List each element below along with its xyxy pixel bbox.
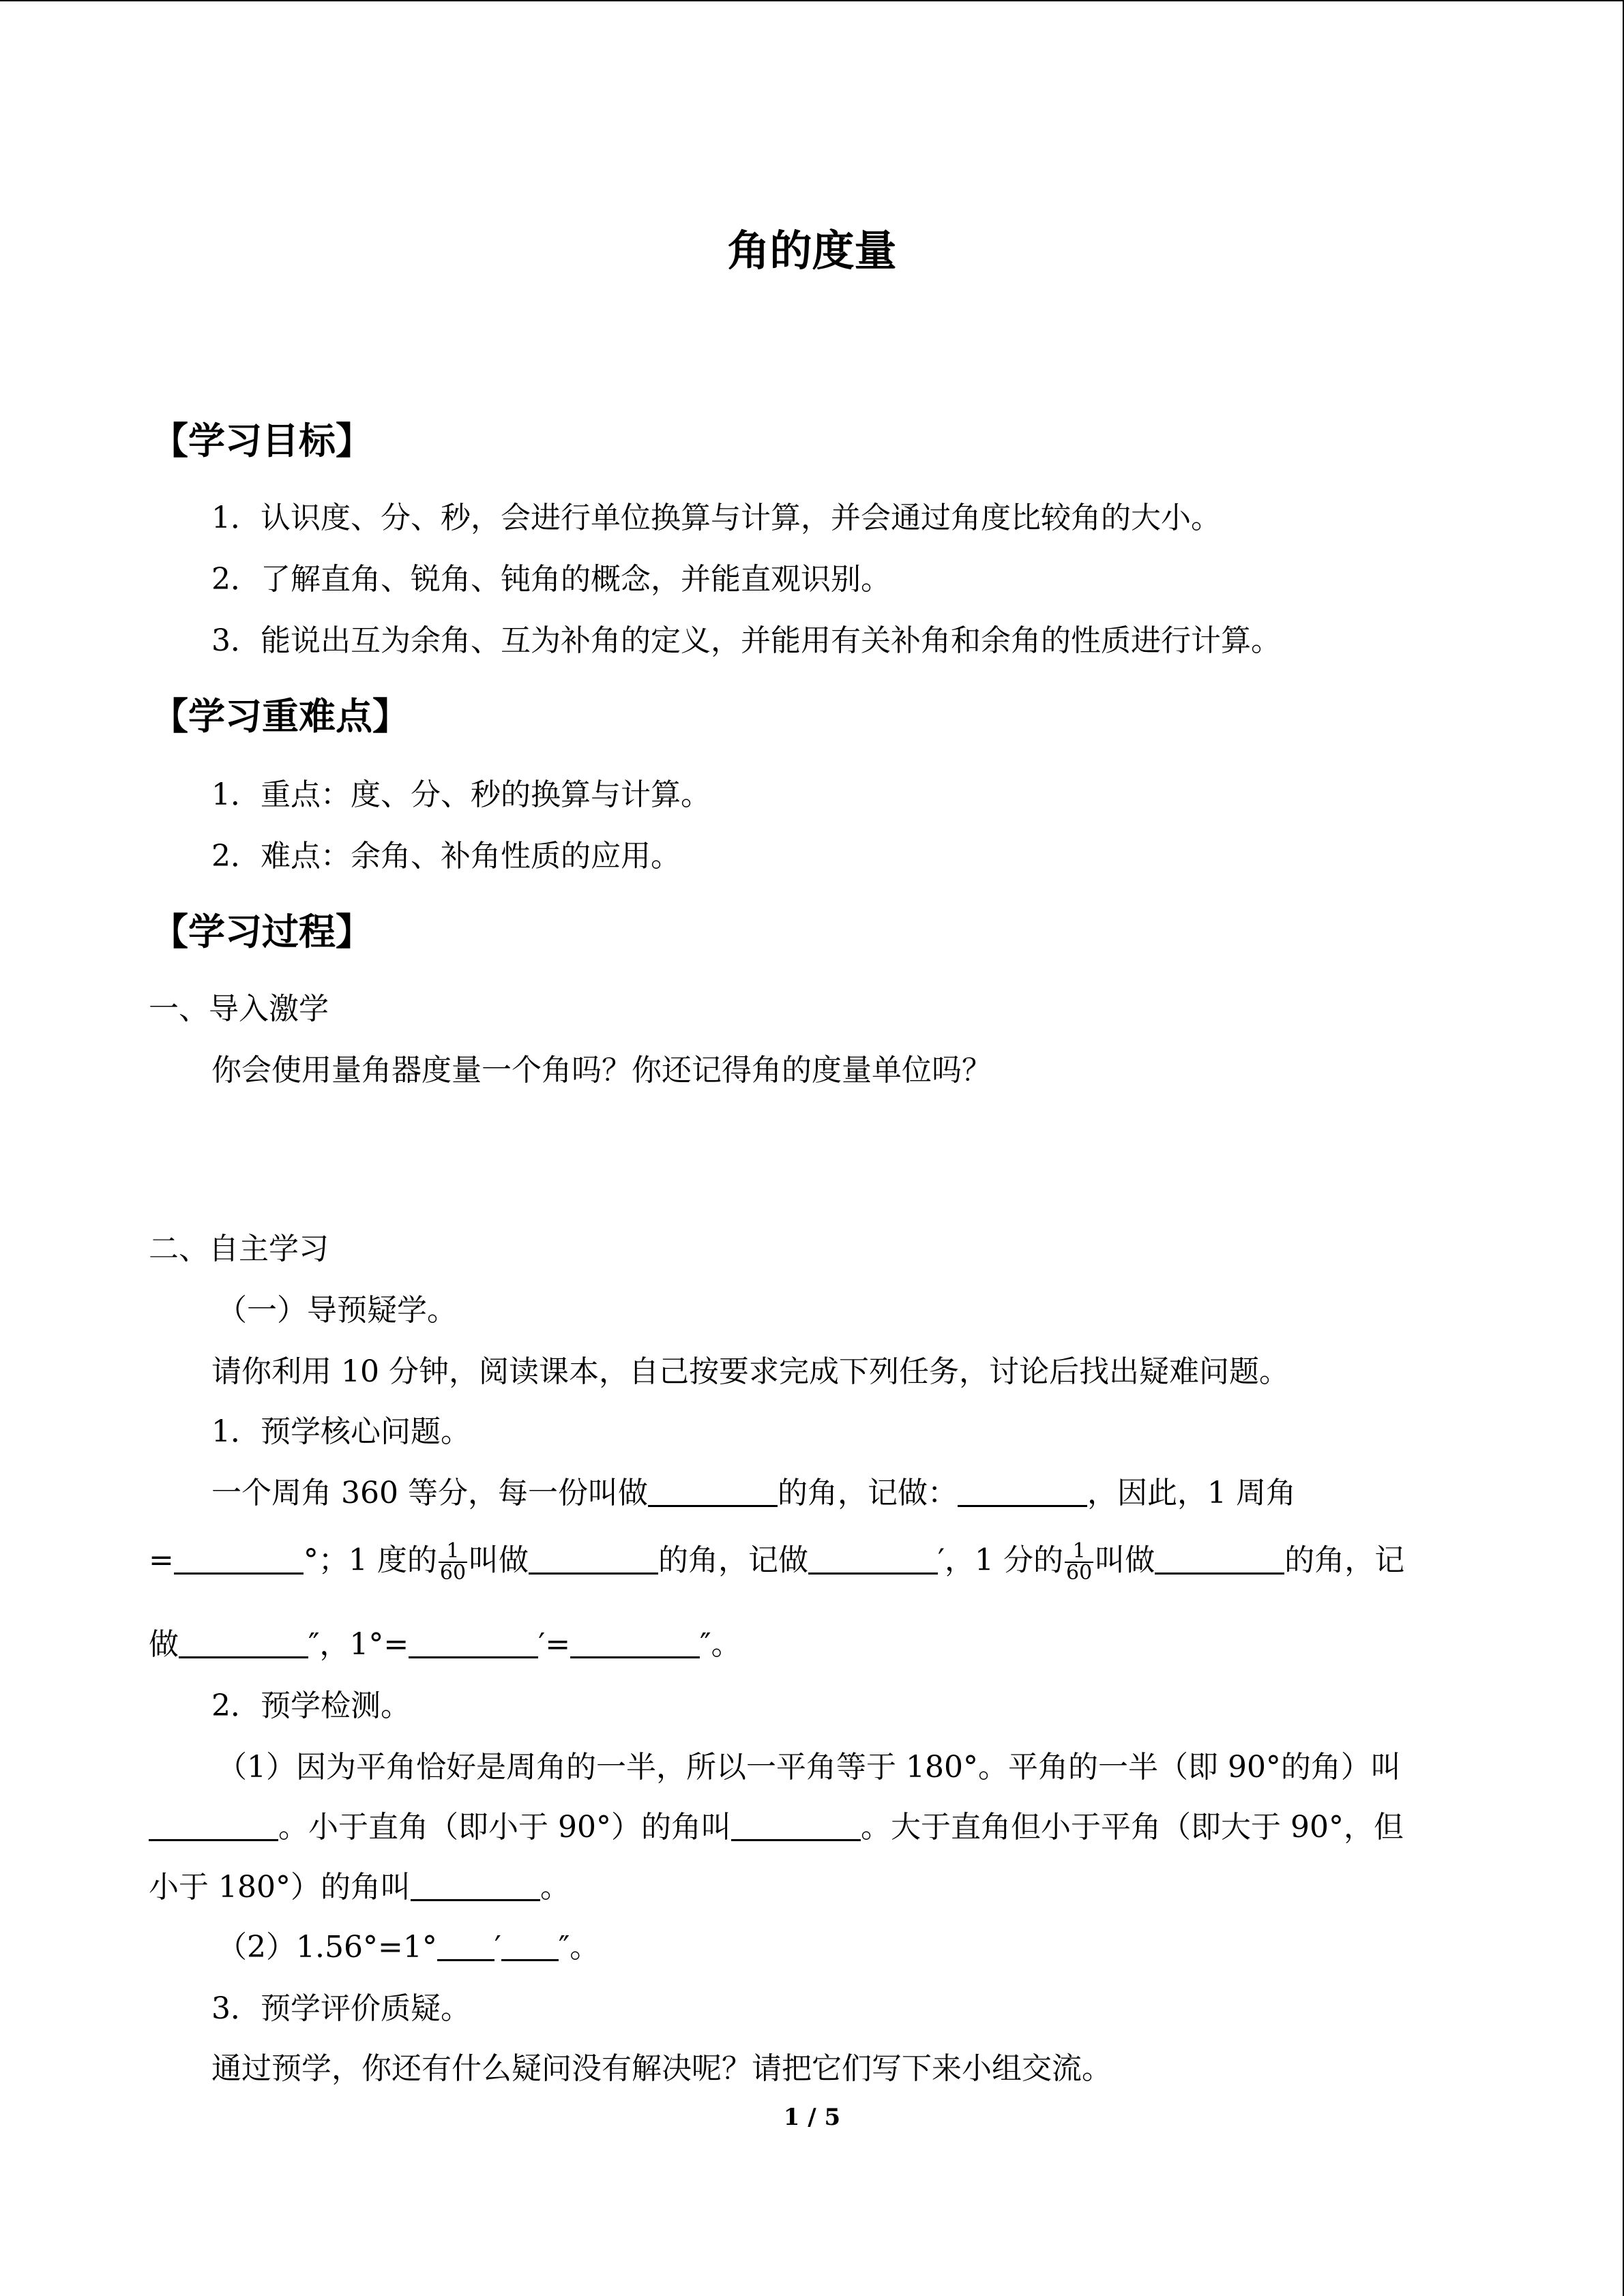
- q2-text: 。大于直角但小于平角（即大于 90°，但: [860, 1810, 1404, 1845]
- goal-item-1: 1．认识度、分、秒，会进行单位换算与计算，并会通过角度比较角的大小。: [211, 501, 1221, 535]
- fill-blank[interactable]: [958, 1478, 1087, 1507]
- page-number: 1 / 5: [783, 2104, 841, 2131]
- section-heading-goals: 【学习目标】: [151, 419, 372, 462]
- fill-blank[interactable]: [570, 1629, 700, 1658]
- fill-blank[interactable]: [437, 1932, 494, 1961]
- fill-blank[interactable]: [409, 1629, 538, 1658]
- part2-intro: 请你利用 10 分钟，阅读课本，自己按要求完成下列任务，讨论后找出疑难问题。: [211, 1354, 1289, 1389]
- q1-line-1: [211, 1476, 1296, 1512]
- fill-blank[interactable]: [731, 1812, 861, 1841]
- q1-line-3: [149, 1627, 741, 1663]
- part2-title: 二、自主学习: [149, 1232, 329, 1266]
- goal-item-3: 3．能说出互为余角、互为补角的定义，并能用有关补角和余角的性质进行计算。: [211, 623, 1281, 658]
- fill-blank[interactable]: [149, 1812, 278, 1841]
- fill-blank[interactable]: [174, 1545, 304, 1575]
- fill-blank[interactable]: [179, 1629, 308, 1658]
- q1-text: =: [149, 1542, 174, 1578]
- fraction-one-sixtieth: $\frac{1}{60}$: [1066, 1539, 1093, 1585]
- section-heading-process: 【学习过程】: [151, 910, 372, 953]
- q2-text: 小于 180°）的角叫: [149, 1870, 411, 1905]
- q2-p1-line-3: [149, 1870, 570, 1906]
- fill-blank[interactable]: [411, 1872, 540, 1901]
- part1-title: 一、导入激学: [149, 992, 329, 1026]
- page-title: 角的度量: [727, 226, 897, 275]
- key-point-item-2: 2．难点：余角、补角性质的应用。: [211, 839, 681, 874]
- q2-p1-line-1: （1）因为平角恰好是周角的一半，所以一平角等于 180°。平角的一半（即 90°的角）叫: [217, 1750, 1401, 1785]
- fill-blank[interactable]: [1155, 1545, 1284, 1575]
- fraction-one-sixtieth: $\frac{1}{60}$: [439, 1539, 467, 1585]
- q2-text: （2）1.56°=1°: [217, 1930, 437, 1965]
- q1-text: °；1 度的: [303, 1542, 437, 1578]
- q1-text: 的角，记做：: [777, 1476, 958, 1510]
- part2-sub1: （一）导预疑学。: [217, 1293, 457, 1328]
- q1-text: ″。: [700, 1627, 741, 1662]
- fill-blank[interactable]: [808, 1545, 938, 1575]
- q1-text: ，因此，1 周角: [1087, 1476, 1296, 1510]
- q1-title: 1．预学核心问题。: [211, 1414, 471, 1449]
- q1-text: 的角，记: [1284, 1542, 1405, 1578]
- q1-text: ′，1 分的: [938, 1542, 1064, 1578]
- q1-line-2: [149, 1541, 1404, 1583]
- fill-blank[interactable]: [501, 1932, 559, 1961]
- page-border-top: [0, 0, 1624, 1]
- q2-text: ′: [494, 1930, 501, 1965]
- q2-text: 。: [540, 1870, 570, 1905]
- part1-text: 你会使用量角器度量一个角吗？你还记得角的度量单位吗？: [211, 1053, 992, 1088]
- fill-blank[interactable]: [648, 1478, 778, 1507]
- goal-item-2: 2．了解直角、锐角、钝角的概念，并能直观识别。: [211, 562, 891, 597]
- q1-text: 一个周角 360 等分，每一份叫做: [211, 1476, 648, 1510]
- q2-p2-line: [217, 1930, 600, 1966]
- q3-title: 3．预学评价质疑。: [211, 1991, 471, 2026]
- q1-text: ″，1°=: [308, 1627, 409, 1662]
- section-heading-key-points: 【学习重难点】: [151, 695, 409, 738]
- q1-text: 的角，记做: [658, 1542, 809, 1578]
- fill-blank[interactable]: [529, 1545, 658, 1575]
- q3-text: 通过预学，你还有什么疑问没有解决呢？请把它们写下来小组交流。: [211, 2051, 1112, 2086]
- q2-text: ″。: [558, 1930, 600, 1965]
- q1-text: 叫做: [469, 1542, 529, 1578]
- q2-p1-line-2: [149, 1810, 1404, 1846]
- q1-text: 叫做: [1095, 1542, 1155, 1578]
- q2-title: 2．预学检测。: [211, 1688, 411, 1723]
- key-point-item-1: 1．重点：度、分、秒的换算与计算。: [211, 777, 711, 812]
- q1-text: ′=: [538, 1627, 571, 1662]
- q1-text: 做: [149, 1627, 179, 1662]
- q2-text: 。小于直角（即小于 90°）的角叫: [278, 1810, 731, 1845]
